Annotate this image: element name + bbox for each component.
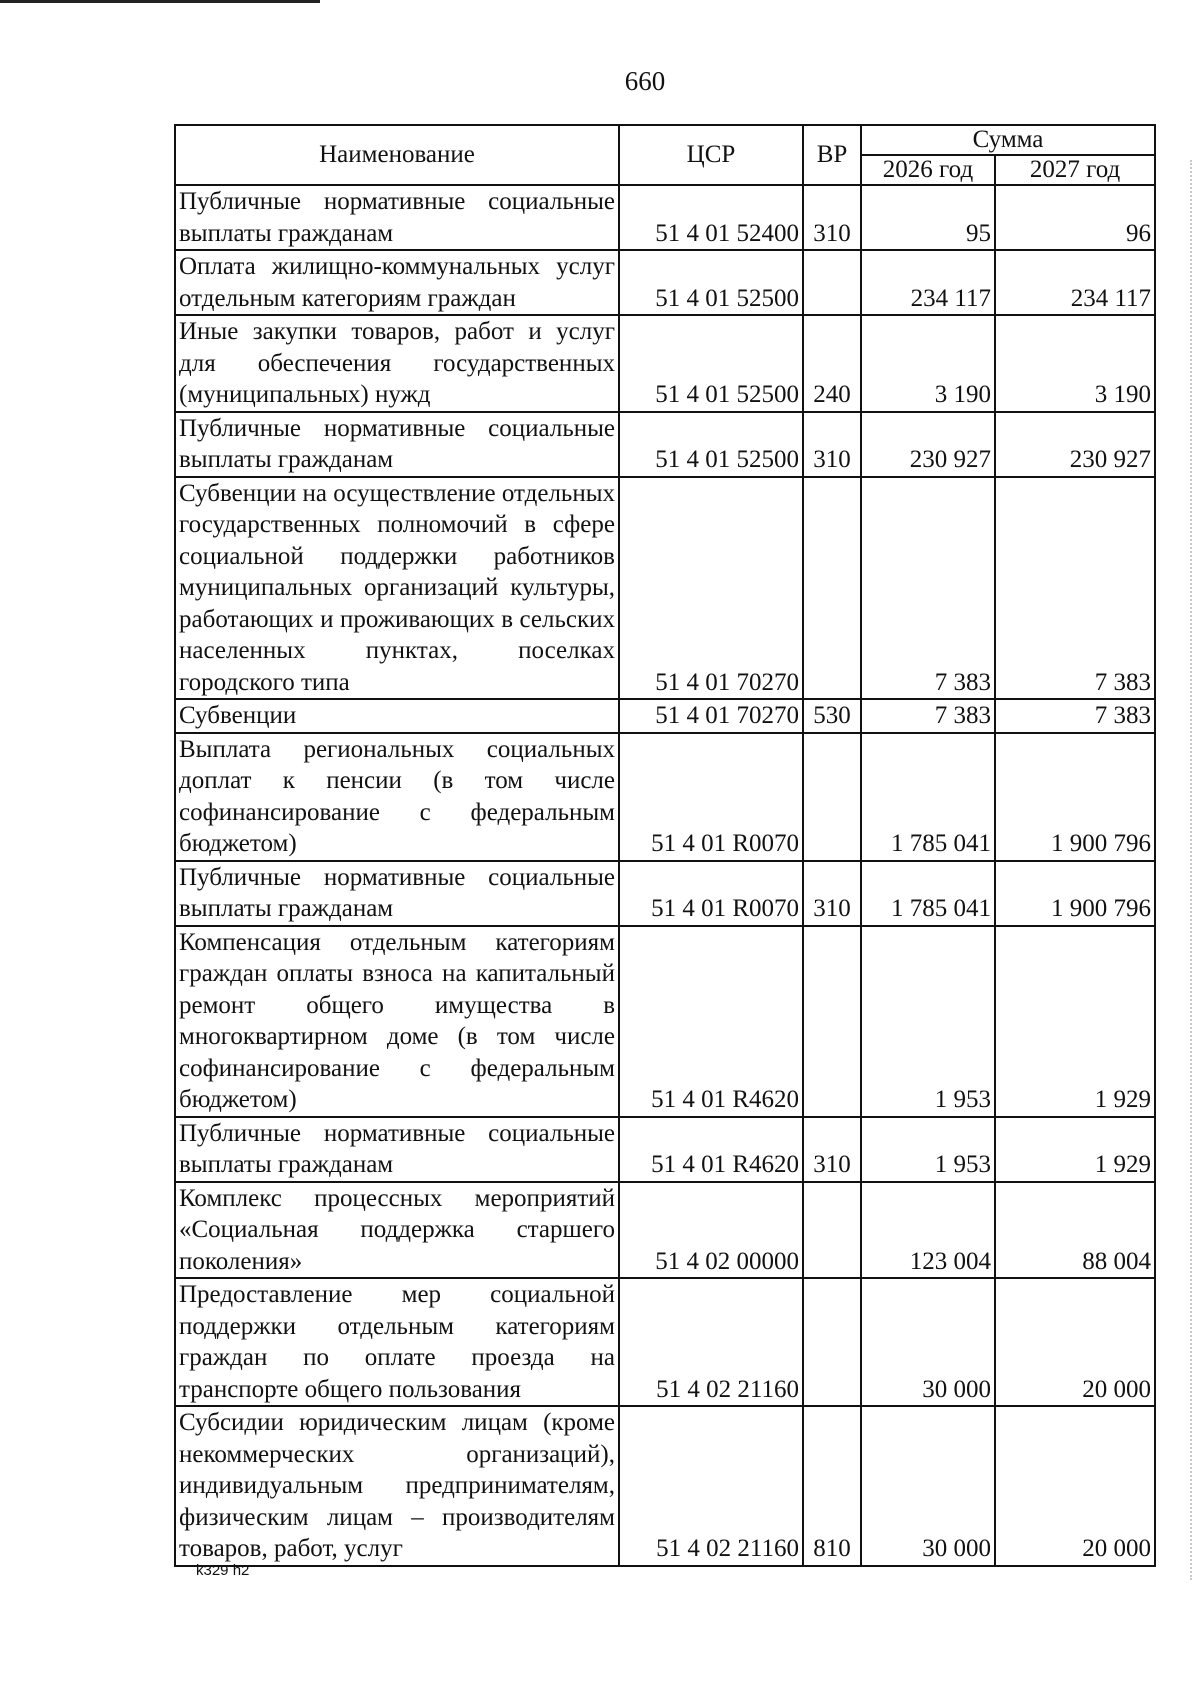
row-vr-code xyxy=(803,1182,861,1279)
table-row xyxy=(175,185,1155,250)
row-vr-code xyxy=(803,733,861,861)
row-amount-2027: 1 900 796 xyxy=(995,861,1155,926)
row-amount-2027: 1 929 xyxy=(995,926,1155,1117)
header-year-2026: 2026 год xyxy=(861,155,995,185)
row-csr-code: 51 4 01 52500 xyxy=(619,412,803,477)
row-name: Предоставление мер социальной поддержки отдельным категориям граждан по оплате проезда на транспорте общего пользования xyxy=(175,1278,619,1406)
row-vr-code: 310 xyxy=(803,185,861,250)
row-amount-2027: 7 383 xyxy=(995,699,1155,733)
row-amount-2027: 20 000 xyxy=(995,1406,1155,1566)
row-csr-code: 51 4 02 21160 xyxy=(619,1278,803,1406)
row-amount-2026: 3 190 xyxy=(861,315,995,412)
row-name: Оплата жилищно-коммунальных услуг отдельным категориям граждан xyxy=(175,250,619,315)
row-vr-code: 240 xyxy=(803,315,861,412)
table-row xyxy=(175,861,1155,926)
row-csr-code: 51 4 01 70270 xyxy=(619,699,803,733)
header-csr: ЦСР xyxy=(619,125,803,185)
row-amount-2027: 96 xyxy=(995,185,1155,250)
table-row xyxy=(175,315,1155,412)
row-amount-2026: 1 785 041 xyxy=(861,733,995,861)
row-name: Публичные нормативные социальные выплаты гражданам xyxy=(175,861,619,926)
row-amount-2026: 1 953 xyxy=(861,1117,995,1182)
row-amount-2027: 1 900 796 xyxy=(995,733,1155,861)
table-body xyxy=(175,185,1155,1566)
table-row xyxy=(175,412,1155,477)
table-row xyxy=(175,733,1155,861)
table-row xyxy=(175,699,1155,733)
row-name: Публичные нормативные социальные выплаты гражданам xyxy=(175,1117,619,1182)
header-year-2027: 2027 год xyxy=(995,155,1155,185)
row-amount-2026: 7 383 xyxy=(861,477,995,700)
table-row xyxy=(175,1182,1155,1279)
header-sum: Сумма xyxy=(861,125,1155,155)
header-name: Наименование xyxy=(175,125,619,185)
row-vr-code: 810 xyxy=(803,1406,861,1566)
row-name: Публичные нормативные социальные выплаты гражданам xyxy=(175,185,619,250)
row-csr-code: 51 4 02 21160 xyxy=(619,1406,803,1566)
row-amount-2026: 7 383 xyxy=(861,699,995,733)
row-name: Субвенции xyxy=(175,699,619,733)
row-name: Комплекс процессных мероприятий «Социальная поддержка старшего поколения» xyxy=(175,1182,619,1279)
page-number: 660 xyxy=(624,66,666,96)
table-row xyxy=(175,1278,1155,1406)
row-vr-code: 310 xyxy=(803,412,861,477)
row-amount-2027: 88 004 xyxy=(995,1182,1155,1279)
row-amount-2026: 30 000 xyxy=(861,1406,995,1566)
row-csr-code: 51 4 01 70270 xyxy=(619,477,803,700)
row-vr-code xyxy=(803,926,861,1117)
row-csr-code: 51 4 01 R0070 xyxy=(619,733,803,861)
row-name: Субвенции на осуществление отдельных государственных полномочий в сфере социальной поддержки работников муниципальных организаций культуры, работающих и проживающих в сельских населенных пунктах, поселках городского типа xyxy=(175,477,619,700)
row-amount-2027: 234 117 xyxy=(995,250,1155,315)
row-amount-2027: 230 927 xyxy=(995,412,1155,477)
row-vr-code xyxy=(803,477,861,700)
row-name: Субсидии юридическим лицам (кроме некоммерческих организаций), индивидуальным предпринимателям, физическим лицам – производителям товаров, работ, услуг xyxy=(175,1406,619,1566)
row-csr-code: 51 4 01 R4620 xyxy=(619,926,803,1117)
budget-table xyxy=(174,124,1156,1567)
row-name: Компенсация отдельным категориям граждан оплаты взноса на капитальный ремонт общего имущества в многоквартирном доме (в том числе софинансирование с федеральным бюджетом) xyxy=(175,926,619,1117)
row-amount-2026: 30 000 xyxy=(861,1278,995,1406)
table-row xyxy=(175,477,1155,700)
row-vr-code: 530 xyxy=(803,699,861,733)
row-csr-code: 51 4 01 52500 xyxy=(619,315,803,412)
row-name: Публичные нормативные социальные выплаты гражданам xyxy=(175,412,619,477)
row-amount-2026: 95 xyxy=(861,185,995,250)
row-amount-2026: 1 953 xyxy=(861,926,995,1117)
row-amount-2026: 1 785 041 xyxy=(861,861,995,926)
row-vr-code: 310 xyxy=(803,1117,861,1182)
row-csr-code: 51 4 01 R4620 xyxy=(619,1117,803,1182)
row-amount-2026: 123 004 xyxy=(861,1182,995,1279)
row-csr-code: 51 4 02 00000 xyxy=(619,1182,803,1279)
row-amount-2026: 234 117 xyxy=(861,250,995,315)
table-row xyxy=(175,1406,1155,1566)
row-vr-code xyxy=(803,250,861,315)
table-header xyxy=(175,125,1155,185)
row-amount-2027: 1 929 xyxy=(995,1117,1155,1182)
table-row xyxy=(175,926,1155,1117)
row-csr-code: 51 4 01 52400 xyxy=(619,185,803,250)
row-amount-2027: 7 383 xyxy=(995,477,1155,700)
row-name: Иные закупки товаров, работ и услуг для обеспечения государственных (муниципальных) нужд xyxy=(175,315,619,412)
scan-edge-mark xyxy=(0,0,320,3)
row-csr-code: 51 4 01 52500 xyxy=(619,250,803,315)
footer-code: k329 h2 xyxy=(196,1562,250,1579)
row-amount-2026: 230 927 xyxy=(861,412,995,477)
row-amount-2027: 3 190 xyxy=(995,315,1155,412)
row-csr-code: 51 4 01 R0070 xyxy=(619,861,803,926)
table-row xyxy=(175,1117,1155,1182)
header-vr: ВР xyxy=(803,125,861,185)
row-name: Выплата региональных социальных доплат к пенсии (в том числе софинансирование с федеральным бюджетом) xyxy=(175,733,619,861)
row-vr-code xyxy=(803,1278,861,1406)
row-amount-2027: 20 000 xyxy=(995,1278,1155,1406)
table-row xyxy=(175,250,1155,315)
row-vr-code: 310 xyxy=(803,861,861,926)
scan-side-dots xyxy=(1190,160,1194,1580)
